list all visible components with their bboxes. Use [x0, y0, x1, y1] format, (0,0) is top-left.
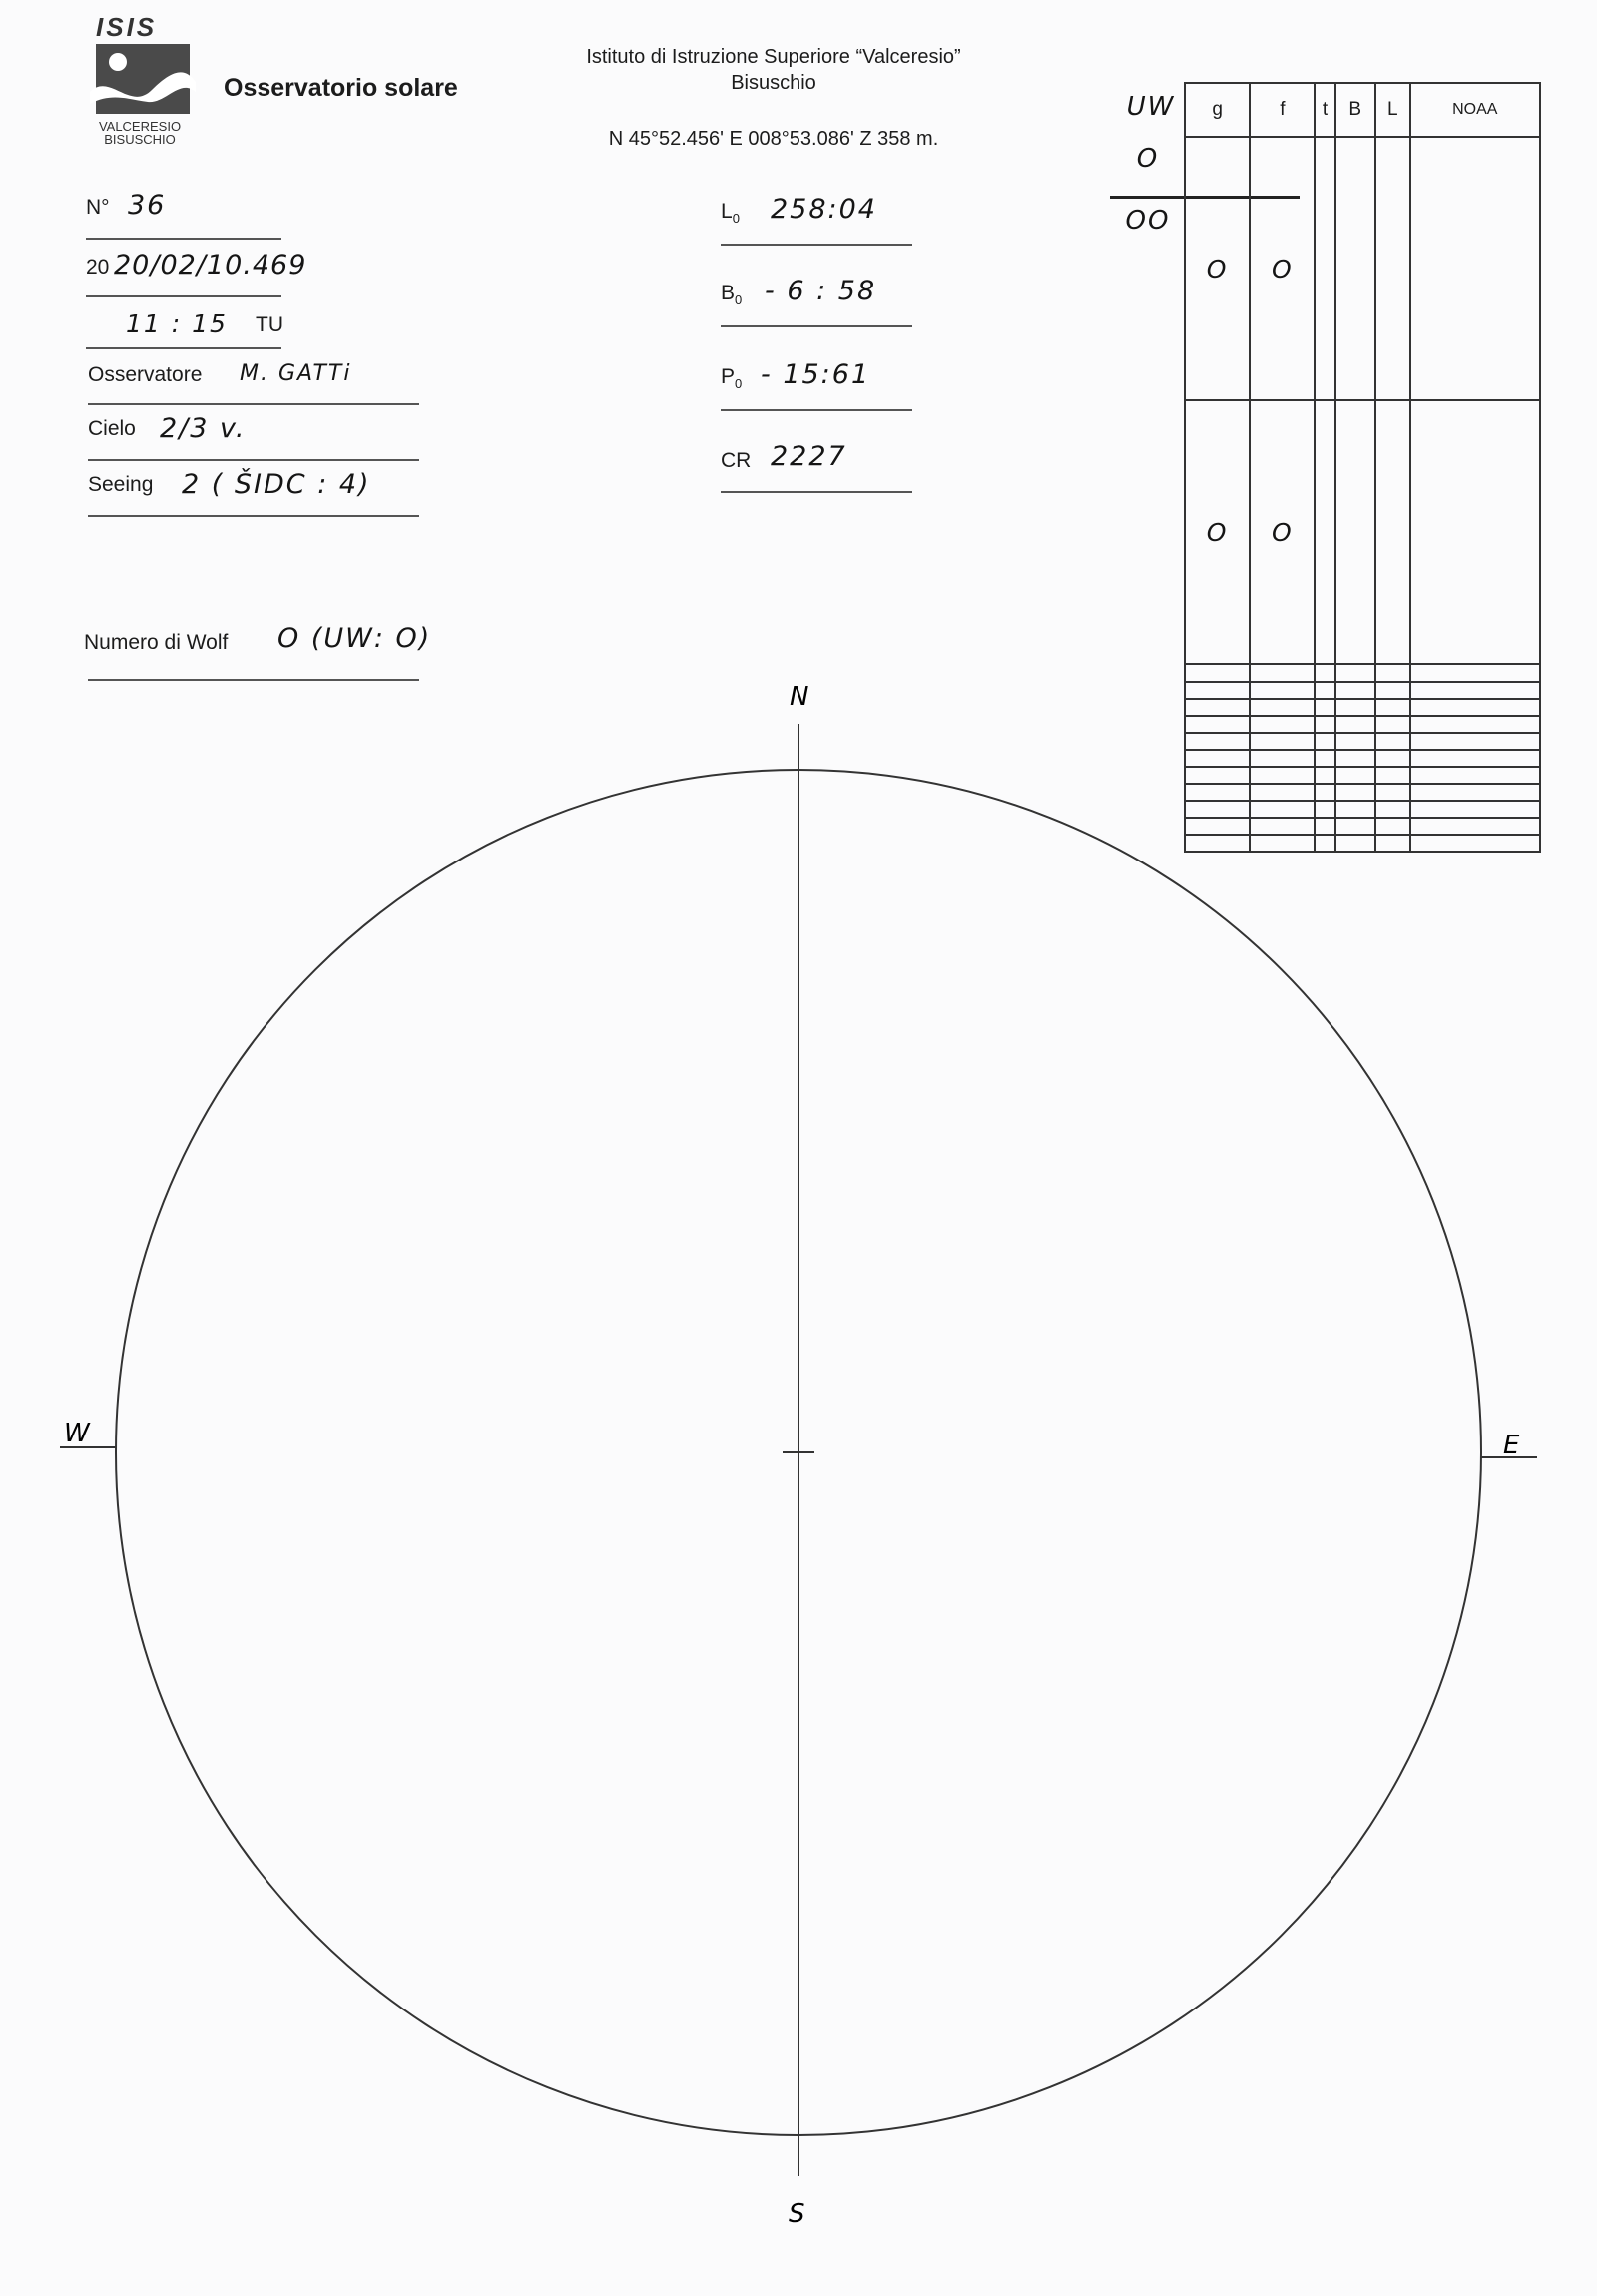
cell-f: O	[1250, 137, 1315, 400]
col-header-noaa: NOAA	[1410, 83, 1540, 137]
number-value: 36	[128, 190, 167, 221]
p0-value: - 15:61	[761, 359, 871, 390]
cell-g: O	[1185, 400, 1250, 664]
seeing-value: 2 ( ŠIDC : 4)	[182, 469, 371, 500]
col-header-b: B	[1335, 83, 1375, 137]
uw-row2-value: OO	[1125, 206, 1171, 236]
institute-town: Bisuschio	[731, 72, 816, 94]
uw-row1-value: O	[1136, 144, 1160, 174]
l0-value: 258:04	[771, 194, 877, 225]
south-label: S	[789, 2199, 807, 2229]
cell-f: O	[1250, 400, 1315, 664]
cr-value: 2227	[771, 441, 847, 472]
observer-label: Osservatore	[88, 363, 203, 386]
logo-caption-line2: BISUSCHIO	[104, 132, 176, 147]
observatory-title: Osservatorio solare	[224, 74, 458, 102]
b0-label: $B_0$	[721, 282, 743, 308]
north-label: N	[790, 682, 811, 712]
site-coordinates: N 45°52.456' E 008°53.086' Z 358 m.	[608, 128, 939, 150]
sky-label: Cielo	[88, 417, 136, 440]
cr-label: CR	[721, 449, 752, 472]
observer-value: M. GATTi	[240, 361, 352, 386]
cell-g: O	[1185, 137, 1250, 400]
b0-value: - 6 : 58	[765, 276, 877, 306]
l0-label: $L_0$	[721, 200, 740, 227]
date-value: 20/02/10.469	[114, 250, 307, 281]
wolf-value: O (UW: O)	[277, 623, 432, 654]
east-label: E	[1503, 1431, 1522, 1460]
col-header-g: g	[1185, 83, 1250, 137]
col-header-f: f	[1250, 83, 1315, 137]
p0-label: $P_0$	[721, 365, 743, 392]
institute-name: Istituto di Istruzione Superiore “Valceresio”	[586, 46, 961, 68]
date-prefix: 20	[86, 256, 110, 279]
number-label: N°	[86, 196, 110, 219]
time-unit: TU	[256, 313, 283, 336]
uw-header: UW	[1126, 92, 1176, 122]
time-value: 11 : 15	[126, 309, 228, 338]
seeing-label: Seeing	[88, 473, 154, 496]
col-header-t: t	[1315, 83, 1334, 137]
logo-caption-line1: VALCERESIO	[98, 119, 182, 134]
west-label: W	[64, 1419, 92, 1448]
col-header-l: L	[1375, 83, 1410, 137]
logo-tag: ISIS	[96, 12, 158, 42]
wolf-label: Numero di Wolf	[84, 631, 229, 654]
sky-value: 2/3 v.	[160, 413, 247, 444]
